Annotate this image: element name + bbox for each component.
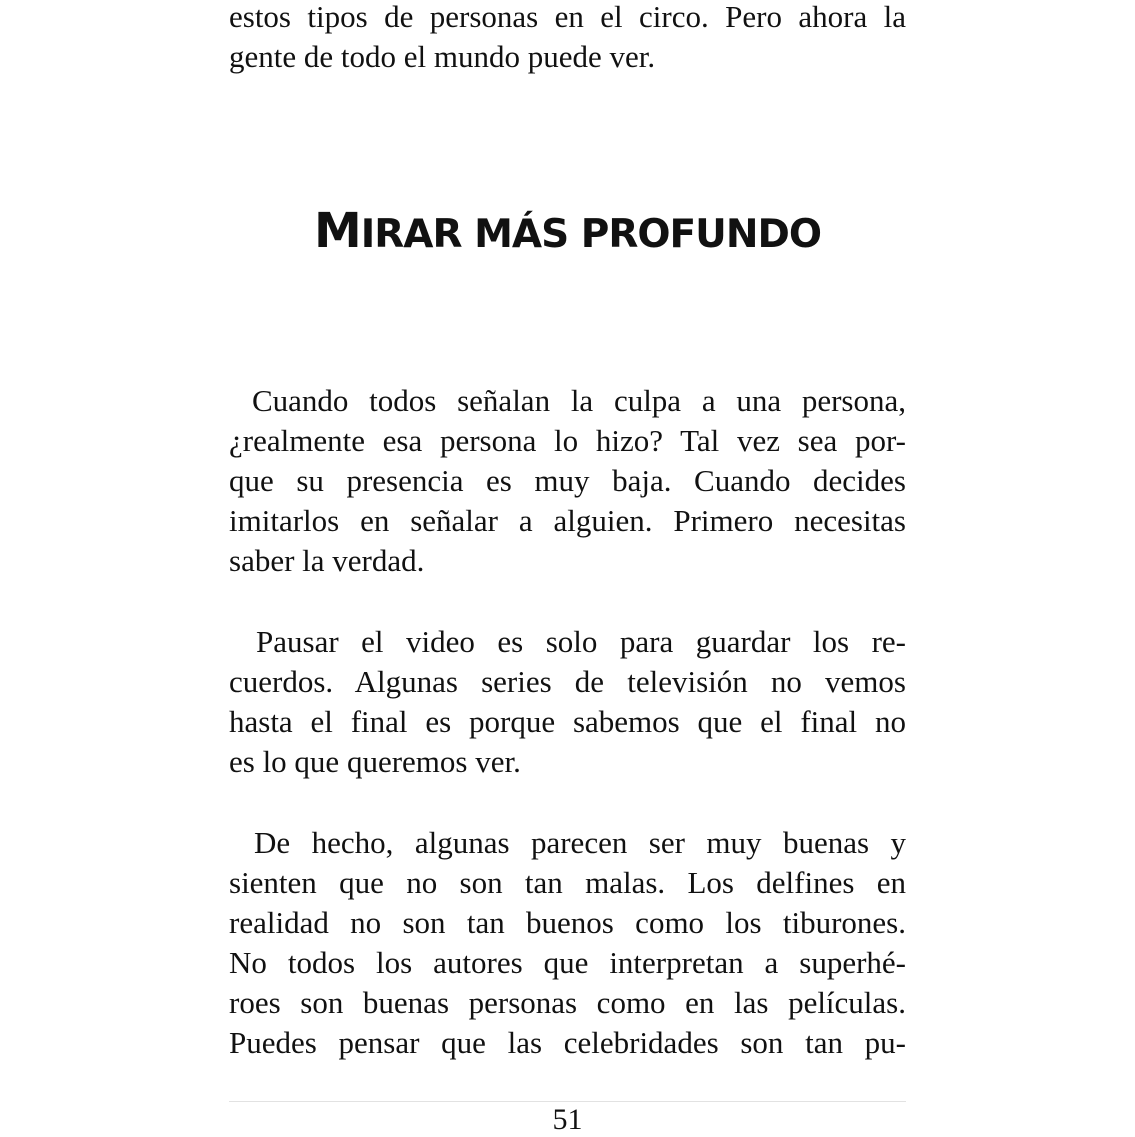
paragraph-3-line-1: De hecho, algunas parecen ser muy buenas y — [254, 825, 906, 860]
section-heading — [229, 204, 906, 262]
intro-line-2: gente de todo el mundo puede ver. — [229, 39, 656, 74]
paragraph-1-line-5: saber la verdad. — [229, 543, 425, 578]
paragraph-2-line-1: Pausar el video es solo para guardar los re- — [256, 624, 906, 659]
page-number: 51 — [552, 1103, 583, 1136]
paragraph-3-line-4: No todos los autores que interpretan a superhé- — [229, 945, 906, 980]
paragraph-2-line-2: cuerdos. Algunas series de televisión no vemos — [229, 664, 906, 699]
paragraph-3-line-5: roes son buenas personas como en las películas. — [229, 985, 906, 1020]
paragraph-1-line-2: ¿realmente esa persona lo hizo? Tal vez sea por- — [229, 423, 906, 458]
book-page — [229, 0, 906, 1135]
paragraph-3-line-3: realidad no son tan buenos como los tiburones. — [229, 905, 906, 940]
heading-rest: IRAR MÁS PROFUNDO — [360, 212, 821, 257]
paragraph-1-line-4: imitarlos en señalar a alguien. Primero necesitas — [229, 503, 906, 538]
paragraph-1-line-3: que su presencia es muy baja. Cuando decides — [229, 463, 906, 498]
paragraph-2-line-4: es lo que queremos ver. — [229, 744, 521, 779]
footer-divider — [229, 1101, 906, 1102]
paragraph-3-line-6: Puedes pensar que las celebridades son tan pu- — [229, 1025, 906, 1060]
intro-line-1: estos tipos de personas en el circo. Pero ahora la — [229, 0, 906, 34]
paragraph-1-line-1: Cuando todos señalan la culpa a una persona, — [252, 383, 906, 418]
paragraph-2-line-3: hasta el final es porque sabemos que el final no — [229, 704, 906, 739]
heading-initial: M — [313, 203, 361, 259]
paragraph-3-line-2: sienten que no son tan malas. Los delfines en — [229, 865, 906, 900]
